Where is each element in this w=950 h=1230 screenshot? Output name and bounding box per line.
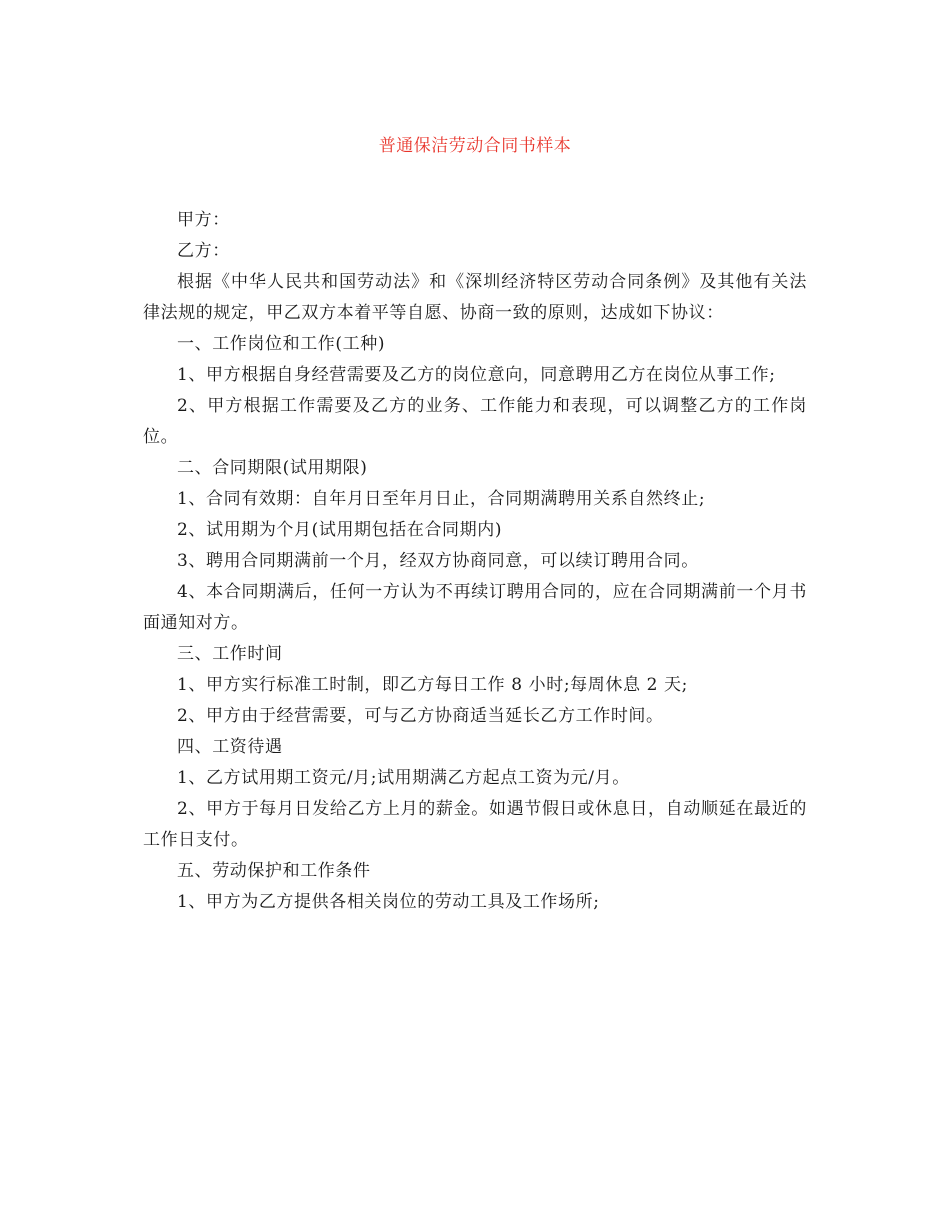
party-a-line: 甲方： bbox=[177, 210, 230, 230]
clause-paragraph: 1、甲方根据自身经营需要及乙方的岗位意向，同意聘用乙方在岗位从事工作; bbox=[177, 365, 776, 385]
preamble-paragraph: 根据《中华人民共和国劳动法》和《深圳经济特区劳动合同条例》及其他有关法律法规的规定，甲乙双方本着平等自愿、协商一致的原则，达成如下协议： bbox=[143, 272, 807, 323]
clause-paragraph: 2、甲方由于经营需要，可与乙方协商适当延长乙方工作时间。 bbox=[177, 706, 664, 726]
section-heading-hours: 三、工作时间 bbox=[177, 644, 283, 664]
section-heading-wages: 四、工资待遇 bbox=[177, 737, 283, 757]
document-body bbox=[143, 205, 807, 918]
clause-paragraph: 1、甲方为乙方提供各相关岗位的劳动工具及工作场所; bbox=[177, 892, 600, 912]
clause-paragraph: 3、聘用合同期满前一个月，经双方协商同意，可以续订聘用合同。 bbox=[177, 551, 699, 571]
document-title: 普通保洁劳动合同书样本 bbox=[378, 136, 572, 156]
clause-paragraph: 2、甲方根据工作需要及乙方的业务、工作能力和表现，可以调整乙方的工作岗位。 bbox=[143, 396, 807, 447]
clause-paragraph: 1、合同有效期：自年月日至年月日止，合同期满聘用关系自然终止; bbox=[177, 489, 706, 509]
clause-paragraph: 2、试用期为个月(试用期包括在合同期内) bbox=[177, 520, 503, 540]
section-heading-term: 二、合同期限(试用期限) bbox=[177, 458, 368, 478]
party-b-line: 乙方： bbox=[177, 241, 230, 261]
clause-paragraph: 4、本合同期满后，任何一方认为不再续订聘用合同的，应在合同期满前一个月书面通知对方。 bbox=[143, 582, 807, 633]
clause-paragraph: 1、乙方试用期工资元/月;试用期满乙方起点工资为元/月。 bbox=[177, 768, 630, 788]
section-heading-protection: 五、劳动保护和工作条件 bbox=[177, 861, 371, 881]
section-heading-position: 一、工作岗位和工作(工种) bbox=[177, 334, 386, 354]
clause-paragraph: 1、甲方实行标准工时制，即乙方每日工作 8 小时;每周休息 2 天; bbox=[177, 675, 688, 695]
clause-paragraph: 2、甲方于每月日发给乙方上月的薪金。如遇节假日或休息日，自动顺延在最近的工作日支付。 bbox=[143, 799, 807, 850]
